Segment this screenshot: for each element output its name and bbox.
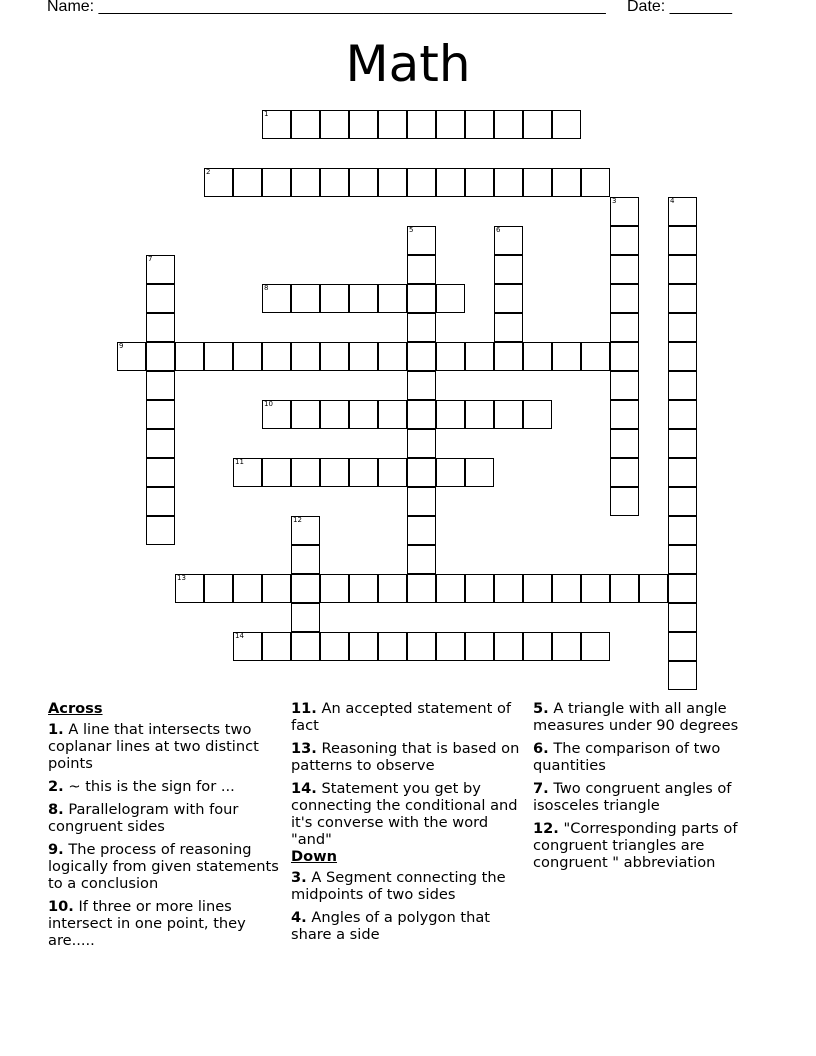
grid-cell[interactable] — [465, 110, 494, 139]
grid-cell[interactable] — [407, 168, 436, 197]
clue-across-13: 13. Reasoning that is based on patterns to observe — [291, 740, 520, 774]
page-title: Math — [345, 35, 471, 93]
grid-cell[interactable] — [146, 255, 175, 284]
grid-cell[interactable] — [668, 632, 697, 661]
grid-cell[interactable] — [436, 342, 465, 371]
clue-down-3: 3. A Segment connecting the midpoints of two sides — [291, 869, 506, 903]
grid-cell[interactable] — [436, 110, 465, 139]
grid-cell[interactable] — [378, 458, 407, 487]
clue-across-8: 8. Parallelogram with four congruent sides — [48, 801, 239, 835]
grid-cell[interactable] — [262, 574, 291, 603]
grid-cell[interactable] — [668, 545, 697, 574]
grid-cell[interactable] — [349, 458, 378, 487]
grid-cell[interactable] — [291, 516, 320, 545]
grid-cell[interactable] — [262, 632, 291, 661]
grid-cell[interactable] — [465, 168, 494, 197]
grid-cell[interactable] — [523, 342, 552, 371]
grid-cell[interactable] — [146, 313, 175, 342]
grid-cell[interactable] — [465, 458, 494, 487]
grid-cell[interactable] — [552, 342, 581, 371]
clue-down-12: 12. "Corresponding parts of congruent triangles are congruent " abbreviation — [533, 820, 738, 871]
cell-number: 8 — [264, 284, 269, 292]
cell-number: 9 — [119, 342, 124, 350]
grid-cell[interactable] — [407, 371, 436, 400]
clues-column-1 — [48, 700, 280, 955]
grid-cell[interactable] — [146, 516, 175, 545]
grid-cell[interactable] — [291, 574, 320, 603]
grid-cell[interactable] — [146, 487, 175, 516]
grid-cell[interactable] — [349, 632, 378, 661]
grid-cell[interactable] — [233, 574, 262, 603]
grid-cell[interactable] — [320, 458, 349, 487]
grid-cell[interactable] — [407, 284, 436, 313]
grid-cell[interactable] — [349, 110, 378, 139]
grid-cell[interactable] — [378, 632, 407, 661]
grid-cell[interactable] — [378, 574, 407, 603]
grid-cell[interactable] — [610, 255, 639, 284]
grid-cell[interactable] — [320, 632, 349, 661]
grid-cell[interactable] — [494, 574, 523, 603]
grid-cell[interactable] — [349, 342, 378, 371]
grid-cell[interactable] — [262, 168, 291, 197]
grid-cell[interactable] — [146, 458, 175, 487]
grid-cell[interactable] — [668, 197, 697, 226]
grid-cell[interactable] — [233, 458, 262, 487]
grid-cell[interactable] — [436, 284, 465, 313]
grid-cell[interactable] — [610, 400, 639, 429]
grid-cell[interactable] — [146, 400, 175, 429]
grid-cell[interactable] — [668, 400, 697, 429]
grid-cell[interactable] — [523, 168, 552, 197]
grid-cell[interactable] — [204, 342, 233, 371]
grid-cell[interactable] — [407, 545, 436, 574]
grid-cell[interactable] — [378, 284, 407, 313]
grid-cell[interactable] — [494, 168, 523, 197]
grid-cell[interactable] — [639, 574, 668, 603]
grid-cell[interactable] — [610, 197, 639, 226]
grid-cell[interactable] — [465, 574, 494, 603]
grid-cell[interactable] — [494, 284, 523, 313]
grid-cell[interactable] — [349, 168, 378, 197]
grid-cell[interactable] — [610, 458, 639, 487]
grid-cell[interactable] — [523, 574, 552, 603]
clue-down-5: 5. A triangle with all angle measures under 90 degrees — [533, 700, 739, 734]
grid-cell[interactable] — [407, 400, 436, 429]
grid-cell[interactable] — [407, 255, 436, 284]
grid-cell[interactable] — [262, 342, 291, 371]
grid-cell[interactable] — [378, 168, 407, 197]
grid-cell[interactable] — [610, 284, 639, 313]
grid-cell[interactable] — [668, 574, 697, 603]
grid-cell[interactable] — [262, 400, 291, 429]
grid-cell[interactable] — [291, 632, 320, 661]
grid-cell[interactable] — [291, 168, 320, 197]
grid-cell[interactable] — [552, 110, 581, 139]
grid-cell[interactable] — [262, 458, 291, 487]
down-heading: Down — [291, 848, 338, 865]
date-line[interactable]: _______ — [669, 0, 732, 15]
grid-cell[interactable] — [523, 632, 552, 661]
grid-cell[interactable] — [407, 429, 436, 458]
grid-cell[interactable] — [233, 632, 262, 661]
grid-cell[interactable] — [668, 371, 697, 400]
grid-cell[interactable] — [117, 342, 146, 371]
grid-cell[interactable] — [262, 110, 291, 139]
grid-cell[interactable] — [320, 284, 349, 313]
grid-cell[interactable] — [204, 574, 233, 603]
clue-across-2: 2. ~ this is the sign for ... — [48, 778, 235, 795]
clue-across-10: 10. If three or more lines intersect in one point, they are..... — [48, 898, 246, 949]
grid-cell[interactable] — [436, 400, 465, 429]
grid-cell[interactable] — [436, 632, 465, 661]
clue-down-4: 4. Angles of a polygon that share a side — [291, 909, 491, 943]
grid-cell[interactable] — [581, 574, 610, 603]
grid-cell[interactable] — [581, 632, 610, 661]
grid-cell[interactable] — [320, 168, 349, 197]
grid-cell[interactable] — [610, 313, 639, 342]
grid-cell[interactable] — [291, 110, 320, 139]
grid-cell[interactable] — [291, 284, 320, 313]
grid-cell[interactable] — [146, 342, 175, 371]
date-label: Date: — [627, 0, 670, 15]
grid-cell[interactable] — [552, 574, 581, 603]
cell-number: 14 — [235, 632, 244, 640]
grid-cell[interactable] — [581, 342, 610, 371]
grid-cell[interactable] — [407, 574, 436, 603]
clues-column-2 — [291, 700, 523, 949]
grid-cell[interactable] — [378, 342, 407, 371]
grid-cell[interactable] — [668, 313, 697, 342]
grid-cell[interactable] — [610, 574, 639, 603]
grid-cell[interactable] — [320, 400, 349, 429]
grid-cell[interactable] — [494, 400, 523, 429]
grid-cell[interactable] — [610, 487, 639, 516]
grid-cell[interactable] — [436, 574, 465, 603]
grid-cell[interactable] — [668, 429, 697, 458]
cell-number: 1 — [264, 110, 269, 118]
grid-cell[interactable] — [407, 110, 436, 139]
grid-cell[interactable] — [494, 110, 523, 139]
grid-cell[interactable] — [291, 400, 320, 429]
grid-cell[interactable] — [146, 284, 175, 313]
name-label: Name: — [47, 0, 99, 15]
grid-cell[interactable] — [523, 400, 552, 429]
grid-cell[interactable] — [320, 110, 349, 139]
grid-cell[interactable] — [523, 110, 552, 139]
clue-down-7: 7. Two congruent angles of isosceles triangle — [533, 780, 732, 814]
grid-cell[interactable] — [407, 226, 436, 255]
clue-down-6: 6. The comparison of two quantities — [533, 740, 721, 774]
grid-cell[interactable] — [407, 458, 436, 487]
grid-cell[interactable] — [175, 342, 204, 371]
grid-cell[interactable] — [291, 342, 320, 371]
grid-cell[interactable] — [668, 255, 697, 284]
grid-cell[interactable] — [407, 313, 436, 342]
grid-cell[interactable] — [668, 603, 697, 632]
cell-number: 7 — [148, 255, 153, 263]
grid-cell[interactable] — [320, 574, 349, 603]
cell-number: 5 — [409, 226, 414, 234]
grid-cell[interactable] — [494, 342, 523, 371]
grid-cell[interactable] — [610, 226, 639, 255]
grid-cell[interactable] — [610, 342, 639, 371]
grid-cell[interactable] — [494, 255, 523, 284]
grid-cell[interactable] — [291, 603, 320, 632]
cell-number: 13 — [177, 574, 186, 582]
grid-cell[interactable] — [233, 168, 262, 197]
cell-number: 4 — [670, 197, 675, 205]
grid-cell[interactable] — [465, 342, 494, 371]
grid-cell[interactable] — [407, 516, 436, 545]
grid-cell[interactable] — [494, 226, 523, 255]
grid-cell[interactable] — [610, 371, 639, 400]
clue-across-14: 14. Statement you get by connecting the conditional and it's converse with the word "and" — [291, 780, 518, 848]
grid-cell[interactable] — [581, 168, 610, 197]
grid-cell[interactable] — [291, 458, 320, 487]
grid-cell[interactable] — [175, 574, 204, 603]
grid-cell[interactable] — [494, 632, 523, 661]
grid-cell[interactable] — [407, 342, 436, 371]
grid-cell[interactable] — [668, 342, 697, 371]
grid-cell[interactable] — [465, 400, 494, 429]
grid-cell[interactable] — [233, 342, 262, 371]
grid-cell[interactable] — [552, 168, 581, 197]
grid-cell[interactable] — [668, 458, 697, 487]
clues-column-3 — [533, 700, 765, 877]
grid-cell[interactable] — [407, 632, 436, 661]
grid-cell[interactable] — [378, 400, 407, 429]
grid-cell[interactable] — [668, 661, 697, 690]
grid-cell[interactable] — [668, 516, 697, 545]
grid-cell[interactable] — [262, 284, 291, 313]
grid-cell[interactable] — [552, 632, 581, 661]
grid-cell[interactable] — [668, 487, 697, 516]
grid-cell[interactable] — [291, 545, 320, 574]
grid-cell[interactable] — [320, 342, 349, 371]
cell-number: 6 — [496, 226, 501, 234]
grid-cell[interactable] — [349, 400, 378, 429]
grid-cell[interactable] — [436, 168, 465, 197]
cell-number: 10 — [264, 400, 273, 408]
grid-cell[interactable] — [465, 632, 494, 661]
grid-cell[interactable] — [349, 574, 378, 603]
clue-across-9: 9. The process of reasoning logically from given statements to a conclusion — [48, 841, 279, 892]
cell-number: 2 — [206, 168, 211, 176]
name-line[interactable]: _________________________________________________________ — [98, 0, 606, 15]
grid-cell[interactable] — [407, 487, 436, 516]
clue-across-11: 11. An accepted statement of fact — [291, 700, 512, 734]
grid-cell[interactable] — [668, 284, 697, 313]
clue-across-1: 1. A line that intersects two coplanar lines at two distinct points — [48, 721, 259, 772]
grid-cell[interactable] — [494, 313, 523, 342]
grid-cell[interactable] — [146, 371, 175, 400]
cell-number: 11 — [235, 458, 244, 466]
grid-cell[interactable] — [204, 168, 233, 197]
cell-number: 12 — [293, 516, 302, 524]
grid-cell[interactable] — [610, 429, 639, 458]
grid-cell[interactable] — [668, 226, 697, 255]
across-heading: Across — [48, 700, 103, 717]
grid-cell[interactable] — [436, 458, 465, 487]
cell-number: 3 — [612, 197, 617, 205]
grid-cell[interactable] — [378, 110, 407, 139]
grid-cell[interactable] — [349, 284, 378, 313]
grid-cell[interactable] — [146, 429, 175, 458]
